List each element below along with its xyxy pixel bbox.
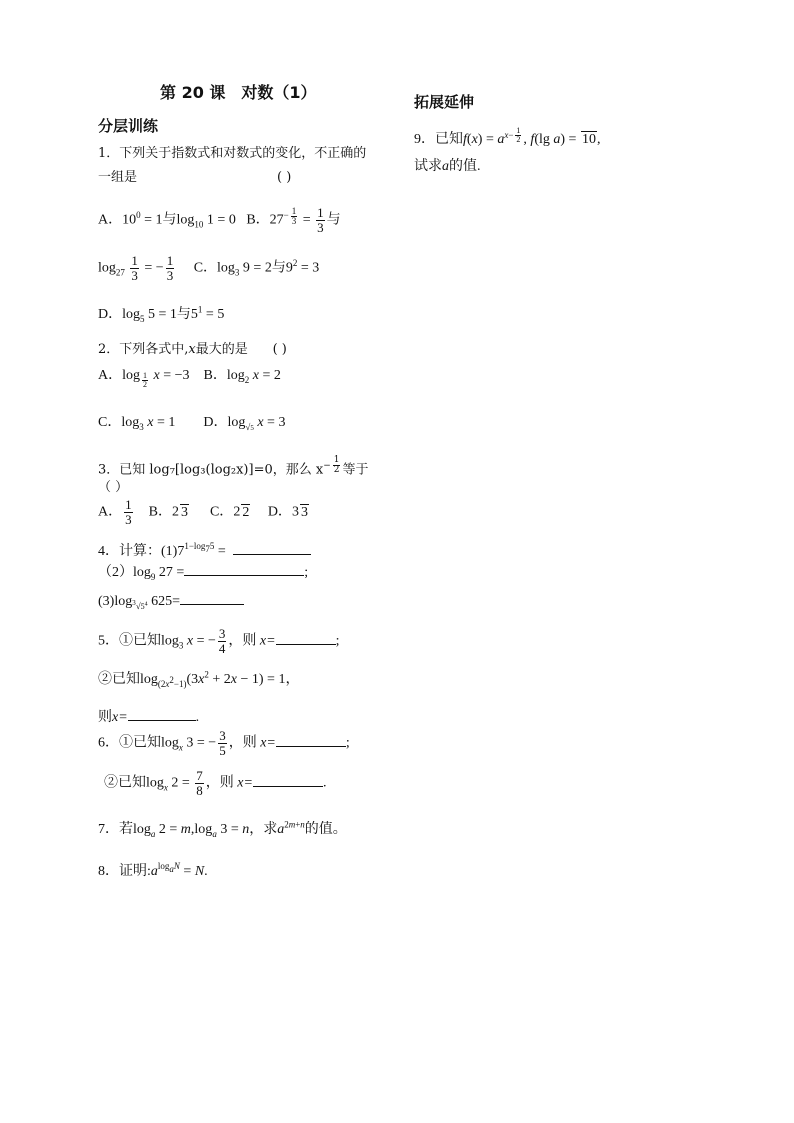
question-1-option-bc: $\log_{27}$ $\frac{1}{3}$ = − $\frac{1}{3}$ C．$\log_3 9 = 2$与$9^2 = 3$ — [98, 253, 320, 283]
question-4-part-3: $(3)\log_{^3√5^4}$ 625= — [98, 592, 244, 611]
question-9-ask: 试求a的值. — [414, 159, 481, 174]
question-1-option-d: D．$\log_5 5 = 1$与$5^1 = 5$ — [98, 304, 225, 324]
answer-blank[interactable] — [233, 542, 311, 555]
question-5-part-2: ②已知$\log_{(2x^2-1)}(3x^2 + 2x - 1) = 1$， — [98, 669, 300, 689]
answer-blank[interactable] — [184, 563, 304, 576]
question-4-part-1: 4．计算：$(1)7^{1-log_75}$ = — [98, 540, 311, 560]
question-9-stem: 9．已知$f(x) = a^{x- \frac{1}{2}}$ , f(lg a) = 10, — [414, 126, 601, 148]
question-3-stem: 3．已知 log₇[log₃(log₂x)]=0，那么 $x^{- \frac{1}{2}}$ 等于 — [98, 455, 369, 478]
question-1-stem: 1．下列关于指数式和对数式的变化，不正确的 — [98, 146, 367, 161]
question-1-stem-line2: 一组是 ( ) — [98, 170, 292, 185]
question-4-part-2: $(2)\log_9$ 27 = ; — [98, 565, 309, 582]
answer-blank[interactable] — [128, 708, 196, 721]
question-5-part-2-answer: 则x= . — [98, 710, 200, 725]
answer-paren[interactable]: ( ) — [272, 342, 287, 357]
page-title: 第 20 课 对数（1） — [160, 83, 317, 102]
question-5-part-1: 5．①已知$\log_3 x$ = − $\frac{3}{4}$ ，则 x= ; — [98, 626, 340, 656]
question-7: 7．若$\log_a 2 = m,\log_a$ 3 = n，求$a^{2m+n}$的值。 — [98, 819, 347, 839]
question-2-option-cd: C．$\log_3 x = 1$ D．$\log_{√5} x = 3$ — [98, 415, 286, 432]
answer-blank[interactable] — [180, 592, 244, 605]
question-6-part-1: 6．①已知$\log_x 3$ = − $\frac{3}{5}$ ，则 x= ; — [98, 728, 350, 758]
question-2-option-ab: A．log $_{\frac{1}{2}}$ x = −3 B．$\log_2 x = 2$ — [98, 368, 281, 390]
question-8: 8．证明$:a^{log_aN} = N$. — [98, 861, 208, 879]
question-2-stem: 2．下列各式中,x最大的是 ( ) — [98, 342, 287, 357]
question-6-part-2: ②已知$\log_x 2$ = $\frac{7}{8}$ ，则 x= . — [104, 768, 327, 798]
section-heading-extension: 拓展延伸 — [414, 93, 475, 111]
answer-blank[interactable] — [276, 734, 346, 747]
question-1-option-ab: A．$10^0 = 1$与$\log_{10} 1 = 0$ B．$27^{- \frac{1}{3}}$ = $\frac{1}{3}$ 与 — [98, 205, 341, 235]
answer-paren[interactable]: （ ） — [98, 480, 129, 495]
answer-paren[interactable]: ( ) — [277, 170, 292, 185]
section-heading-layered-training: 分层训练 — [98, 117, 159, 135]
answer-blank[interactable] — [276, 632, 336, 645]
question-3-options: A． $\frac{1}{3}$ B．2 3 C．2 2 D．3 3 — [98, 497, 308, 527]
answer-blank[interactable] — [253, 774, 323, 787]
